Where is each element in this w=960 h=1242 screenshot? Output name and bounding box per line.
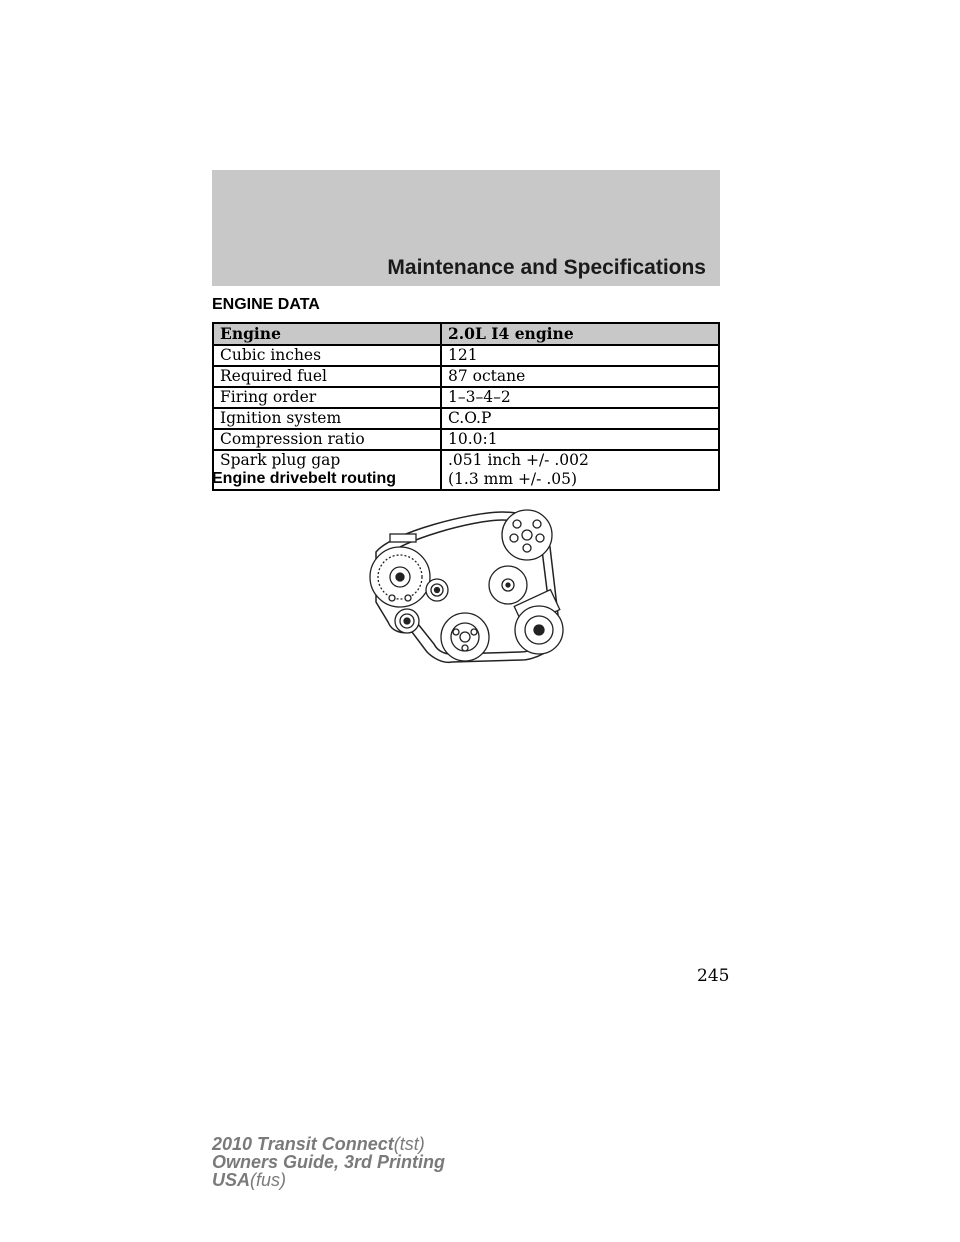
water-pump-pulley: [502, 510, 552, 560]
alternator: [370, 534, 430, 607]
table-row: [213, 408, 719, 429]
footer-model: 2010 Transit Connect: [212, 1134, 394, 1154]
footer: [212, 1135, 445, 1189]
spec-value: 1–3–4–2: [441, 387, 719, 408]
footer-market: USA: [212, 1170, 251, 1190]
footer-line-1: [212, 1135, 445, 1153]
table-row: [213, 387, 719, 408]
table-row: [213, 366, 719, 387]
engine-data-heading: ENGINE DATA: [212, 296, 320, 313]
idler-pulley: [426, 579, 448, 601]
drivebelt-diagram: [352, 502, 574, 668]
table-header-row: [213, 323, 719, 345]
table-row: [213, 429, 719, 450]
spec-value: C.O.P: [441, 408, 719, 429]
spec-value: [441, 450, 719, 490]
spec-value: 87 octane: [441, 366, 719, 387]
table-header-cell: 2.0L I4 engine: [441, 323, 719, 345]
spec-value-line: (1.3 mm +/- .05): [448, 470, 578, 488]
spec-value: 10.0:1: [441, 429, 719, 450]
power-steering-pulley: [489, 566, 527, 604]
footer-market-tag: (fus): [250, 1170, 287, 1190]
spec-label: Firing order: [213, 387, 441, 408]
page-number: 245: [697, 966, 730, 986]
spec-value-line: .051 inch +/- .002: [448, 451, 589, 469]
spec-label: Spark plug gap: [213, 450, 441, 490]
spec-label: Cubic inches: [213, 345, 441, 366]
footer-line-3: [212, 1171, 445, 1189]
spec-label: Compression ratio: [213, 429, 441, 450]
engine-data-table: [212, 322, 720, 491]
page-title: Maintenance and Specifications: [387, 256, 706, 279]
footer-line-2: [212, 1153, 445, 1171]
footer-printing: Owners Guide, 3rd Printing: [212, 1152, 446, 1172]
footer-model-tag: (tst): [393, 1134, 425, 1154]
drivebelt-heading: Engine drivebelt routing: [212, 470, 397, 487]
ac-compressor: [514, 590, 563, 654]
spec-label: Required fuel: [213, 366, 441, 387]
table-header-cell: Engine: [213, 323, 441, 345]
header-band: [212, 170, 720, 286]
tensioner-pulley: [395, 609, 419, 633]
spec-value: 121: [441, 345, 719, 366]
spec-label: Ignition system: [213, 408, 441, 429]
table-row: [213, 345, 719, 366]
crankshaft-pulley: [441, 613, 489, 661]
